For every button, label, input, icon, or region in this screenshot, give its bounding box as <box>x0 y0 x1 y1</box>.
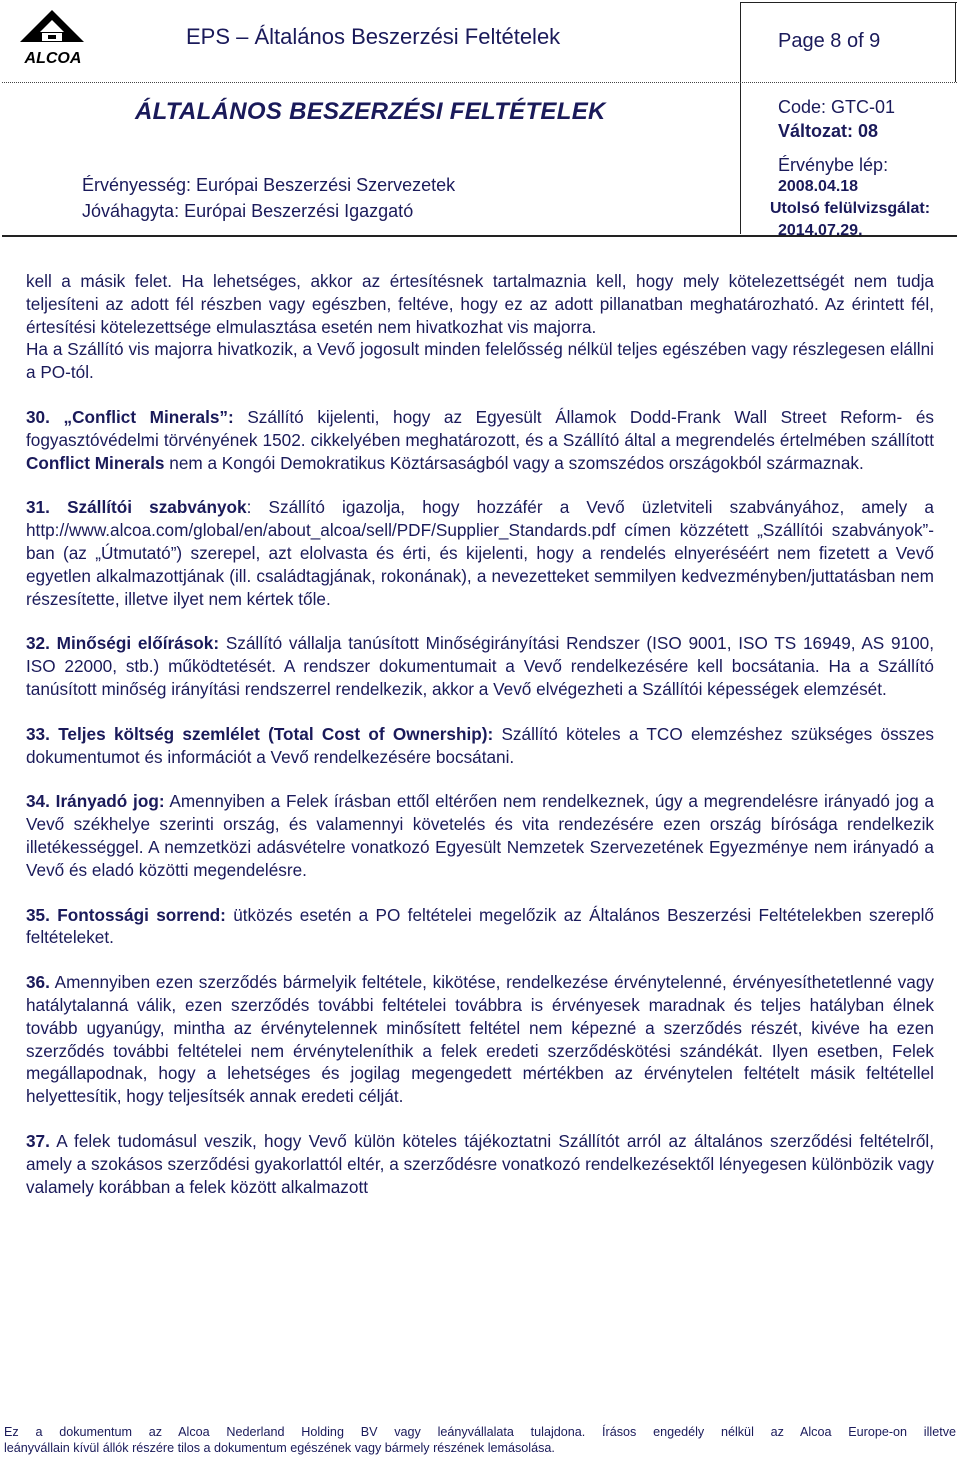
section-text: Szállító kijelenti, hogy az Egyesült Államok Dodd-Frank Wall Street Reform- és fogyasztóvédelmi törvényének 1502. cikkelyében meghatározott, és a Szállító által a megrendelés értelmében szállított <box>26 406 934 450</box>
document-title: EPS – Általános Beszerzési Feltételek <box>186 24 561 49</box>
approved-by: Jóváhagyta: Európai Beszerzési Igazgató <box>82 201 414 221</box>
section-term-inline: Conflict Minerals <box>26 452 165 473</box>
section-text: Szállító köteles a TCO elemzéshez szükséges összes dokumentumot és információt a Vevő rendelkezésére bocsátani. <box>26 723 934 767</box>
document-footer <box>0 1424 960 1456</box>
document-body <box>26 270 934 1198</box>
section-number: 32. <box>26 633 50 654</box>
section-number: 35. <box>26 904 50 925</box>
main-heading: ÁLTALÁNOS BESZERZÉSI FELTÉTELEK <box>135 98 606 125</box>
section-32 <box>26 632 934 700</box>
document-code: Code: GTC-01 <box>778 97 896 117</box>
logo-wordmark: ALCOA <box>24 50 82 67</box>
header-dotted-rule <box>2 82 957 83</box>
validity-scope: Érvényesség: Európai Beszerzési Szervezetek <box>82 175 456 195</box>
section-text: Szállító vállalja tanúsított Minőségirányítási Rendszer (ISO 9001, ISO TS 16949, AS 9100, ISO 22000, stb.) működtetését. A rendszer dokumentumait a Vevő rendelkezésére kell bocsátania. Ha a Szállító tanúsított minőség irányítási rendszerrel rendelkezik, akkor a Vevő elvégezheti a Szállítói képességek elemzését. <box>26 633 934 699</box>
section-text-cont: nem a Kongói Demokratikus Köztársaságból vagy a szomszédos országokból származnak. <box>164 452 864 473</box>
section-31 <box>26 496 934 610</box>
section-term: Szállítói szabványok <box>67 497 247 518</box>
section-number: 34. <box>26 791 50 812</box>
last-review-date: 2014.07.29. <box>778 222 863 239</box>
header-divider <box>740 2 741 234</box>
footer-line-2: leányvállain kívül állók részére tilos a dokumentum egészének vagy bármely részének lemásolása. <box>4 1441 555 1455</box>
section-text: : Szállító igazolja, hogy hozzáfér a Vevő üzletviteli szabványához, amely a http://www.alcoa.com/global/en/about_alcoa/sell/PDF/Supplier_Standards.pdf címen közzétett „Szállítói szabványok”-ban (az „Útmutató”) szerepel, azt elolvasta és érti, és kijelenti, hogy a rendelés elnyeréséért nem fizetett a Vevő egyetlen alkalmazottjának (ill. családtagjának, rokonának), a nevezetteket semmilyen kedvezményben/juttatásban nem részesítette, illetve ilyet nem kértek tőle. <box>26 497 934 609</box>
section-term: Irányadó jog: <box>55 791 165 812</box>
section-number: 30. <box>26 406 50 427</box>
paragraph-force-majeure-1: kell a másik felet. Ha lehetséges, akkor az értesítésnek tartalmaznia kell, hogy mely kötelezettségét nem tudja teljesíteni az adott fél részben vagy egészben, feltéve, hogy ez az adott pillanatban meghatározható. Az érintett fél, értesítési kötelezettsége elmulasztása esetén nem hivatkozhat vis majorra. <box>26 271 934 337</box>
effective-date: 2008.04.18 <box>778 178 859 195</box>
footer-line-1: Ez a dokumentum az Alcoa Nederland Holding BV vagy leányvállalata tulajdona. Írásos engedély nélkül az Alcoa Europe-on illetve <box>4 1425 956 1439</box>
section-text: Amennyiben a Felek írásban ettől eltérően nem rendelkeznek, úgy a megrendelésre irányadó jog a Vevő székhelye szerinti ország, és valamennyi követelés és vita rendezésére ezen ország bírósága rendelkezik illetékességgel. A nemzetközi adásvételre vonatkozó Egyesült Nemzetek Szervezetének Egyezménye nem irányadó a Vevő és eladó közötti megendelésre. <box>26 791 934 880</box>
document-header <box>0 0 960 239</box>
page-number: Page 8 of 9 <box>778 30 881 52</box>
section-number: 33. <box>26 723 50 744</box>
effective-label: Érvénybe lép: <box>778 155 889 175</box>
section-text: A felek tudomásul veszik, hogy Vevő külön köteles tájékoztatni Szállítót arról az általános szerződési feltételről, amely a szokásos szerződési gyakorlattól eltér, a szerződésre vonatkozó rendelkezésektől lényegesen különbözik vagy valamely korábban a felek között alkalmazott <box>26 1130 934 1197</box>
section-term: „Conflict Minerals”: <box>63 406 234 427</box>
section-37 <box>26 1130 934 1198</box>
section-34 <box>26 790 934 881</box>
section-text: Amennyiben ezen szerződés bármelyik feltétele, kikötése, rendelkezése érvénytelenné, érvényesíthetetlenné vagy hatálytalanná válik, ezen szerződés további feltételei továbbra is érvényesek maradnak és teljes hatályban élnek tovább ugyanúgy, mintha az érvénytelennek minősített feltétel nem képezné a szerződés részét, kivéve ha ezen szerződés további feltételei nem érvényteleníthik a felek eredeti szerződéskötési szándékát. Ilyen esetben, Felek megállapodnak, hogy a lehetséges és jogilag megengedett mértékben az érvénytelen feltételt másik feltétellel helyettesítik, hogy teljesítsék annak eredeti célját. <box>26 972 934 1107</box>
paragraph-force-majeure-2: Ha a Szállító vis majorra hivatkozik, a Vevő jogosult minden felelősség nélkül teljes egészében vagy részlegesen elállni a PO-tól. <box>26 339 934 383</box>
section-number: 37. <box>26 1130 50 1151</box>
section-30 <box>26 406 934 474</box>
section-number: 36. <box>26 972 50 993</box>
section-text: ütközés esetén a PO feltételei megelőzik az Általános Beszerzési Feltételekben szereplő feltételeket. <box>26 904 934 948</box>
section-33 <box>26 723 934 769</box>
header-border-top <box>741 2 957 3</box>
section-number: 31. <box>26 497 50 518</box>
section-35 <box>26 904 934 950</box>
header-border-right <box>955 2 956 82</box>
section-term: Teljes költség szemlélet (Total Cost of Ownership): <box>58 723 494 744</box>
section-term: Fontossági sorrend: <box>57 904 226 925</box>
section-term: Minőségi előírások: <box>56 633 220 654</box>
document-version: Változat: 08 <box>778 121 879 141</box>
section-36 <box>26 971 934 1108</box>
last-review-label: Utolsó felülvizsgálat: <box>770 200 931 217</box>
